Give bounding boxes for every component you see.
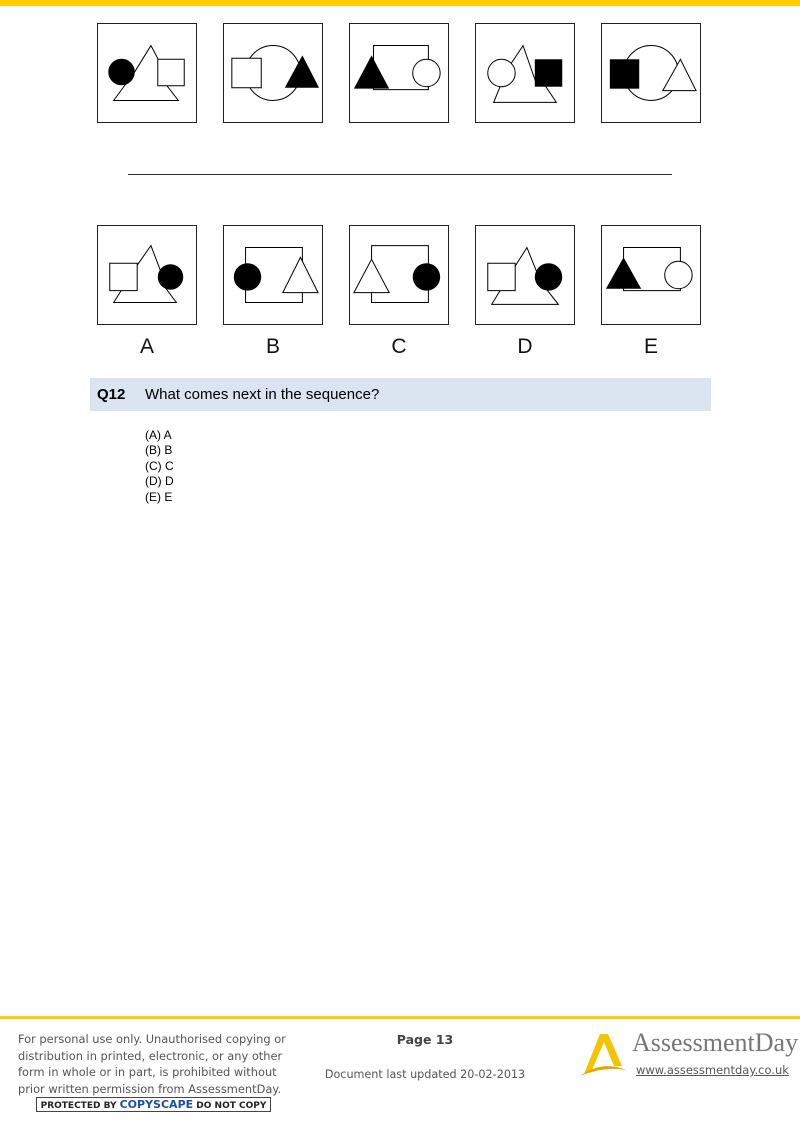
copyscape-suffix: DO NOT COPY	[196, 1101, 267, 1111]
option-e-figure[interactable]	[601, 225, 701, 325]
answer-option-d[interactable]: (D) D	[145, 474, 174, 489]
section-divider	[128, 174, 672, 175]
sequence-tile-1	[97, 23, 197, 123]
option-b-label: B	[265, 335, 280, 358]
assessmentday-logo-icon	[578, 1030, 628, 1078]
option-a-figure[interactable]	[97, 225, 197, 325]
option-a-label: A	[139, 335, 154, 358]
top-accent-bar	[0, 0, 800, 6]
answer-option-e[interactable]: (E) E	[145, 489, 173, 504]
sequence-tile-4	[475, 23, 575, 123]
sequence-tile-5	[601, 23, 701, 123]
option-e-label: E	[643, 335, 658, 358]
option-d-label: D	[517, 335, 533, 358]
brand-name: AssessmentDay	[632, 1028, 799, 1057]
last-updated: Document last updated 20-02-2013	[324, 1068, 526, 1081]
copyscape-badge[interactable]	[36, 1097, 271, 1112]
question-text: What comes next in the sequence?	[145, 386, 380, 403]
answer-list	[145, 428, 174, 505]
question-number: Q12	[97, 386, 126, 403]
copyright-notice: For personal use only. Unauthorised copying or distribution in printed, electronic, or any other form in whole or in part, is prohibited without prior written permission from AssessmentDay.	[18, 1032, 286, 1096]
option-c-figure[interactable]	[349, 225, 449, 325]
sequence-tile-3	[349, 23, 449, 123]
copyscape-prefix: PROTECTED BY	[40, 1101, 117, 1111]
option-b-figure[interactable]	[223, 225, 323, 325]
website-link[interactable]: www.assessmentday.co.uk	[636, 1063, 789, 1077]
answer-option-a[interactable]: (A) A	[145, 428, 172, 442]
footer-accent-bar	[0, 1016, 800, 1019]
option-d-figure[interactable]	[475, 225, 575, 325]
answer-option-c[interactable]: (C) C	[145, 458, 174, 473]
copyscape-brand: COPYSCAPE	[119, 1098, 194, 1111]
answer-option-b[interactable]: (B) B	[145, 443, 173, 458]
sequence-tile-2	[223, 23, 323, 123]
question-band	[90, 378, 711, 411]
option-c-label: C	[391, 335, 407, 358]
page-number: Page 13	[396, 1032, 454, 1047]
